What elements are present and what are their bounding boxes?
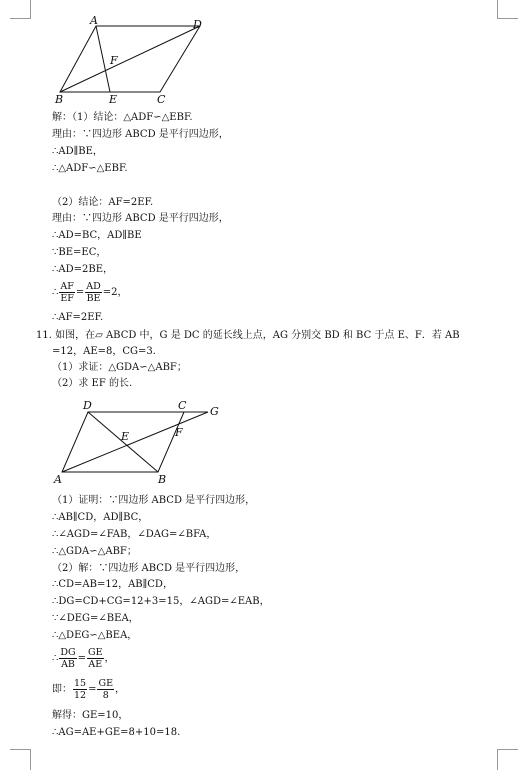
numerator: DG [60,647,76,658]
crop-mark-bottom-right [497,749,518,770]
sol1-line3: ∴AD∥BE， [52,146,103,157]
numerator: 15 [74,678,87,689]
label-g: G [210,405,219,418]
fraction-15-12 [73,678,87,701]
sol2-line3: ∴∠AGD=∠FAB，∠DAG=∠BFA， [52,529,217,540]
label-e: E [109,93,118,106]
denominator: BE [86,293,101,304]
problem-11-line2: =12，AE=8，CG=3． [52,346,163,357]
sol1-line1: 解：（1）结论：△ADF∽△EBF. [52,112,193,123]
numerator: AF [60,281,74,292]
fraction-af-ef [59,281,75,304]
sol1-line9: ∴AD=2BE， [52,264,113,275]
sol2-line1: （1）证明：∵四边形 ABCD 是平行四边形， [52,495,256,506]
crop-mark-bottom-left [10,749,31,770]
therefore-sign: ∴ [52,287,59,298]
label-c: C [157,93,166,106]
sol2-line2: ∴AB∥CD，AD∥BC， [52,512,149,523]
problem-11-line1: 11. 如图，在▱ ABCD 中，G 是 DC 的延长线上点，AG 分别交 BD 和 BC 于点 E、F．若 AB [36,330,460,341]
numerator: AD [86,281,101,292]
label-d: D [83,399,92,412]
sol2-fraction-line2 [52,677,125,703]
numerator: GE [87,647,103,658]
figure-parallelogram-2 [50,398,230,490]
equals-sign: = [88,684,97,695]
label-d: D [193,18,202,31]
sol1-line11: ∴AF=2EF. [52,312,104,323]
fraction-dg-ab [59,647,76,670]
label-a: A [54,473,62,486]
namely-label: 即： [52,684,72,695]
problem-11-line3: （1）求证：△GDA∽△ABF； [52,362,187,373]
sol2-line12: 解得：GE=10， [52,710,129,721]
problem-11-line4: （2）求 EF 的长. [52,378,133,389]
label-c: C [178,399,187,412]
segment-bd [60,26,200,92]
denominator: AB [61,659,75,670]
crop-mark-top-left [10,0,31,19]
therefore-sign: ∴ [52,653,59,664]
sol2-line5: （2）解：∵四边形 ABCD 是平行四边形， [52,563,246,574]
sol2-line7: ∴DG=CD+CG=12+3=15，∠AGD=∠EAB， [52,596,270,607]
denominator: 8 [102,690,109,701]
sol2-fraction-line1 [52,646,115,672]
result-text: =2， [102,287,128,298]
sol1-line5: （2）结论：AF=2EF. [52,197,154,208]
label-b: B [55,93,64,106]
result-text: ， [104,653,115,664]
crop-mark-top-right [497,0,518,19]
segment-ae [96,26,110,92]
sol1-line7: ∴AD=BC，AD∥BE [52,230,142,241]
sol1-line2: 理由：∵四边形 ABCD 是平行四边形， [52,129,229,140]
sol1-line6: 理由：∵四边形 ABCD 是平行四边形， [52,213,229,224]
figure-parallelogram-1 [50,14,210,106]
label-a: A [90,14,98,27]
denominator: EF [60,293,74,304]
sol1-line4: ∴△ADF∽△EBF. [52,163,128,174]
fraction-ad-be [85,281,101,304]
sol2-line6: ∴CD=AB=12，AB∥CD， [52,579,173,590]
fraction-ge-ae [87,647,104,670]
result-text: ， [115,684,126,695]
label-e: E [121,430,130,443]
sol2-line8: ∵∠DEG=∠BEA， [52,613,139,624]
equals-sign: = [77,653,86,664]
fraction-ge-8 [97,678,114,701]
sol1-fraction-line [52,280,128,306]
denominator: 12 [74,690,87,701]
label-f: F [175,426,183,439]
sol1-line8: ∵BE=EC， [52,247,107,258]
denominator: AE [88,659,103,670]
label-f: F [110,54,118,67]
sol2-line9: ∴△DEG∽△BEA， [52,630,138,641]
equals-sign: = [75,287,85,298]
numerator: GE [98,678,114,689]
label-b: B [158,473,167,486]
sol2-line4: ∴△GDA∽△ABF； [52,546,137,557]
sol2-line13: ∴AG=AE+GE=8+10=18. [52,727,181,738]
